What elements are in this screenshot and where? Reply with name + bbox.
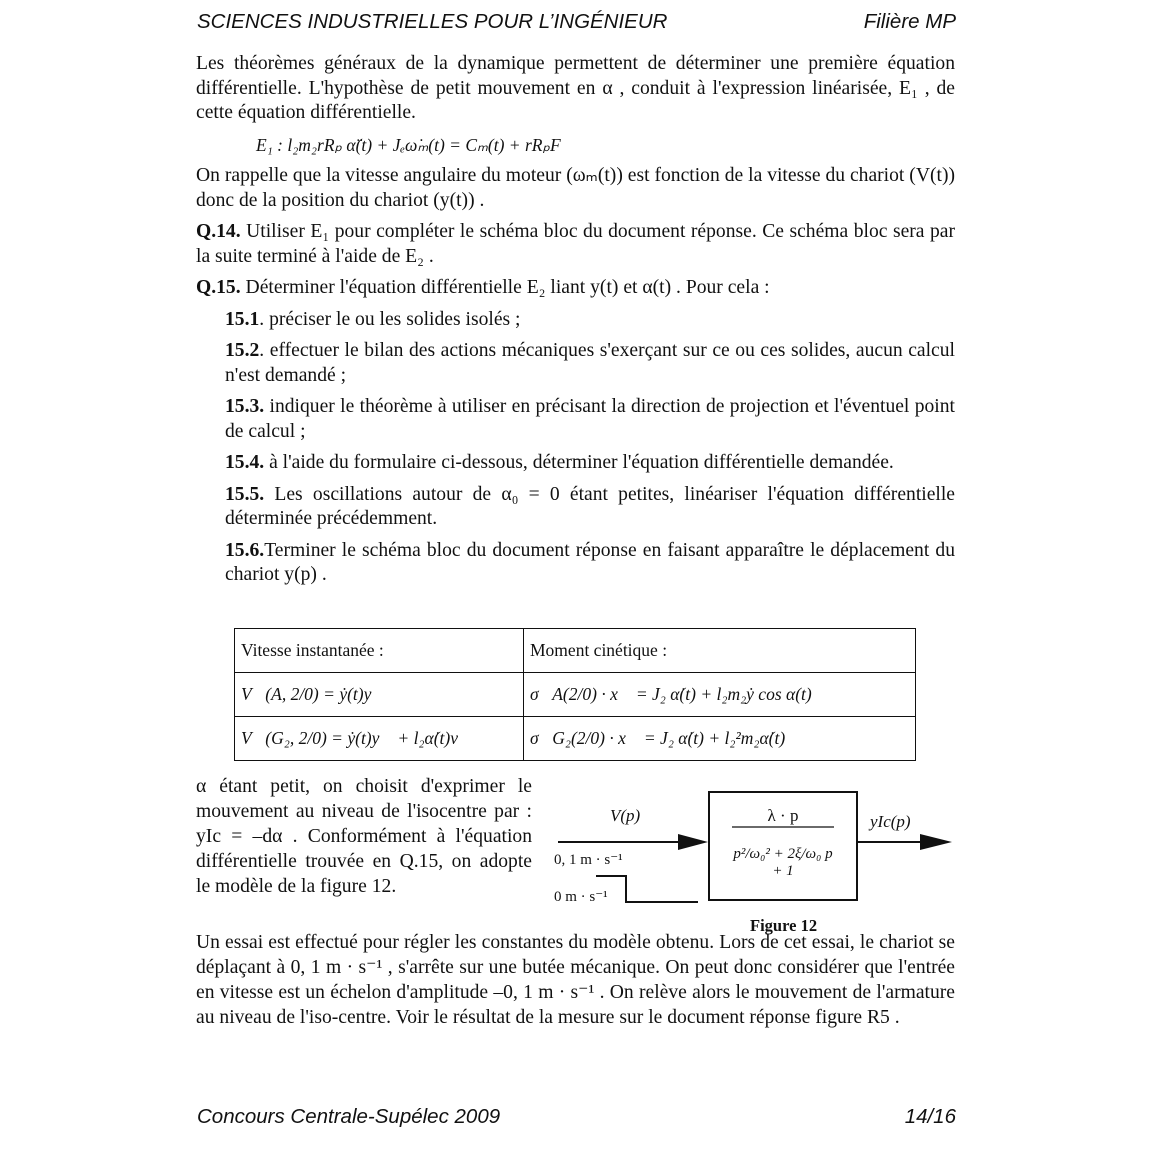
subquestion-15-4 [196,451,955,476]
question-15 [196,276,955,301]
step-high-label: 0, 1 m · s⁻¹ [554,852,623,868]
subquestion-label: 15.4. [225,452,265,473]
subquestion-text: Les oscillations autour de α₀ = 0 étant petites, linéariser l'équation différentielle déterminée précédemment. [225,483,955,529]
reminder-paragraph: On rappelle que la vitesse angulaire du moteur (ωₘ(t)) est fonction de la vitesse du chariot (V(t)) donc de la position du chariot (y(t)) . [196,165,955,211]
question-label: Q.15. [196,277,241,298]
question-text: Déterminer l'équation différentielle E₂ liant y(t) et α(t) . Pour cela : [240,277,770,298]
figure-12 [550,780,960,940]
step-low-label: 0 m · s⁻¹ [554,889,608,905]
subquestion-text: Terminer le schéma bloc du document réponse en faisant apparaître le déplacement du chariot y(p) . [225,539,955,585]
subquestion-label: 15.3. [225,396,265,417]
test-text: Un essai est effectué pour régler les constantes du modèle obtenu. Lors de cet essai, le chariot se déplaçant à 0, 1 m · s⁻¹ , s'arrête sur une butée mécanique. On peut donc considérer que l'entrée en vitesse est un échelon d'amplitude –0, 1 m · s⁻¹ . On relève alors le mouvement de l'armature au niveau de l'iso-centre. Voir le résultat de la mesure sur le document réponse figure R5 . [196,932,955,1028]
question-14 [196,220,955,269]
denominator: p²/ω₀² + 2ξ/ω₀ p + 1 [733,846,833,879]
input-arrowhead [678,834,708,850]
input-label: V(p) [610,806,641,825]
output-arrowhead [920,834,952,850]
subquestion-label: 15.1 [225,308,260,330]
header-track: Filière MP [863,10,956,33]
table-row [235,673,916,717]
subquestion-15-6 [196,539,955,588]
main-text [196,52,955,595]
intro-paragraph: Les théorèmes généraux de la dynamique permettent de déterminer une première équation différentielle. L'hypothèse de petit mouvement en α , conduit à l'expression linéarisée, E₁ , de cette équation différentielle. [196,53,955,123]
header-angular-momentum: Moment cinétique : [524,629,916,673]
momentum-point-g2: σ⃗G₂(2/0) · x⃗ = J₂ α̇(t) + l₂²m₂α̇(t) [524,717,916,761]
page-number: 14/16 [904,1105,956,1128]
output-label: yIc(p) [870,812,911,831]
figure-caption: Figure 12 [750,916,818,935]
table-row [235,629,916,673]
header-velocity: Vitesse instantanée : [235,629,524,673]
subquestion-label: 15.5. [225,483,265,505]
header-course-title: SCIENCES INDUSTRIELLES POUR L’INGÉNIEUR [197,10,668,33]
test-paragraph [196,930,955,1030]
velocity-point-g2: V⃗(G₂, 2/0) = ẏ(t)y⃗ + l₂α̇(t)v⃗ [235,717,524,761]
numerator: λ · p [767,806,799,825]
equation-e1: E₁ : l₂m₂rRₚ α̈(t) + Jₑω̇ₘ(t) = Cₘ(t) + rRₚF [256,134,561,155]
subquestion-text: . préciser le ou les solides isolés ; [259,308,521,330]
subquestion-15-1 [196,308,955,333]
question-label: Q.14. [196,221,241,242]
momentum-point-a: σ⃗A(2/0) · x⃗ = J₂ α̇(t) + l₂m₂ẏ cos α(t) [524,673,916,717]
subquestion-text: à l'aide du formulaire ci-dessous, déterminer l'équation différentielle demandée. [264,452,894,473]
subquestion-15-5 [196,483,955,532]
page-header [197,10,956,34]
subquestion-15-3 [196,395,955,444]
formulary-table [234,628,916,761]
subquestion-15-2 [196,339,955,388]
model-paragraph: α étant petit, on choisit d'exprimer le mouvement au niveau de l'isocentre par : yIc = –dα . Conformément à l'équation différentielle trouvée en Q.15, on adopte le modèle de la figure 12. [196,776,532,897]
subquestion-text: indiquer le théorème à utiliser en précisant la direction de projection et l'éventuel point de calcul ; [225,396,955,442]
footer-exam-name: Concours Centrale-Supélec 2009 [197,1105,501,1128]
subquestion-label: 15.2 [225,340,260,361]
page-footer [197,1105,956,1129]
subquestion-label: 15.6. [225,539,265,561]
question-text: Utiliser E₁ pour compléter le schéma bloc du document réponse. Ce schéma bloc sera par la suite terminé à l'aide de E₂ . [196,221,955,267]
velocity-point-a: V⃗(A, 2/0) = ẏ(t)y⃗ [235,673,524,717]
table-row [235,717,916,761]
subquestion-text: . effectuer le bilan des actions mécaniques s'exerçant sur ce ou ces solides, aucun calcul n'est demandé ; [225,340,955,386]
step-input-signal [596,876,698,902]
